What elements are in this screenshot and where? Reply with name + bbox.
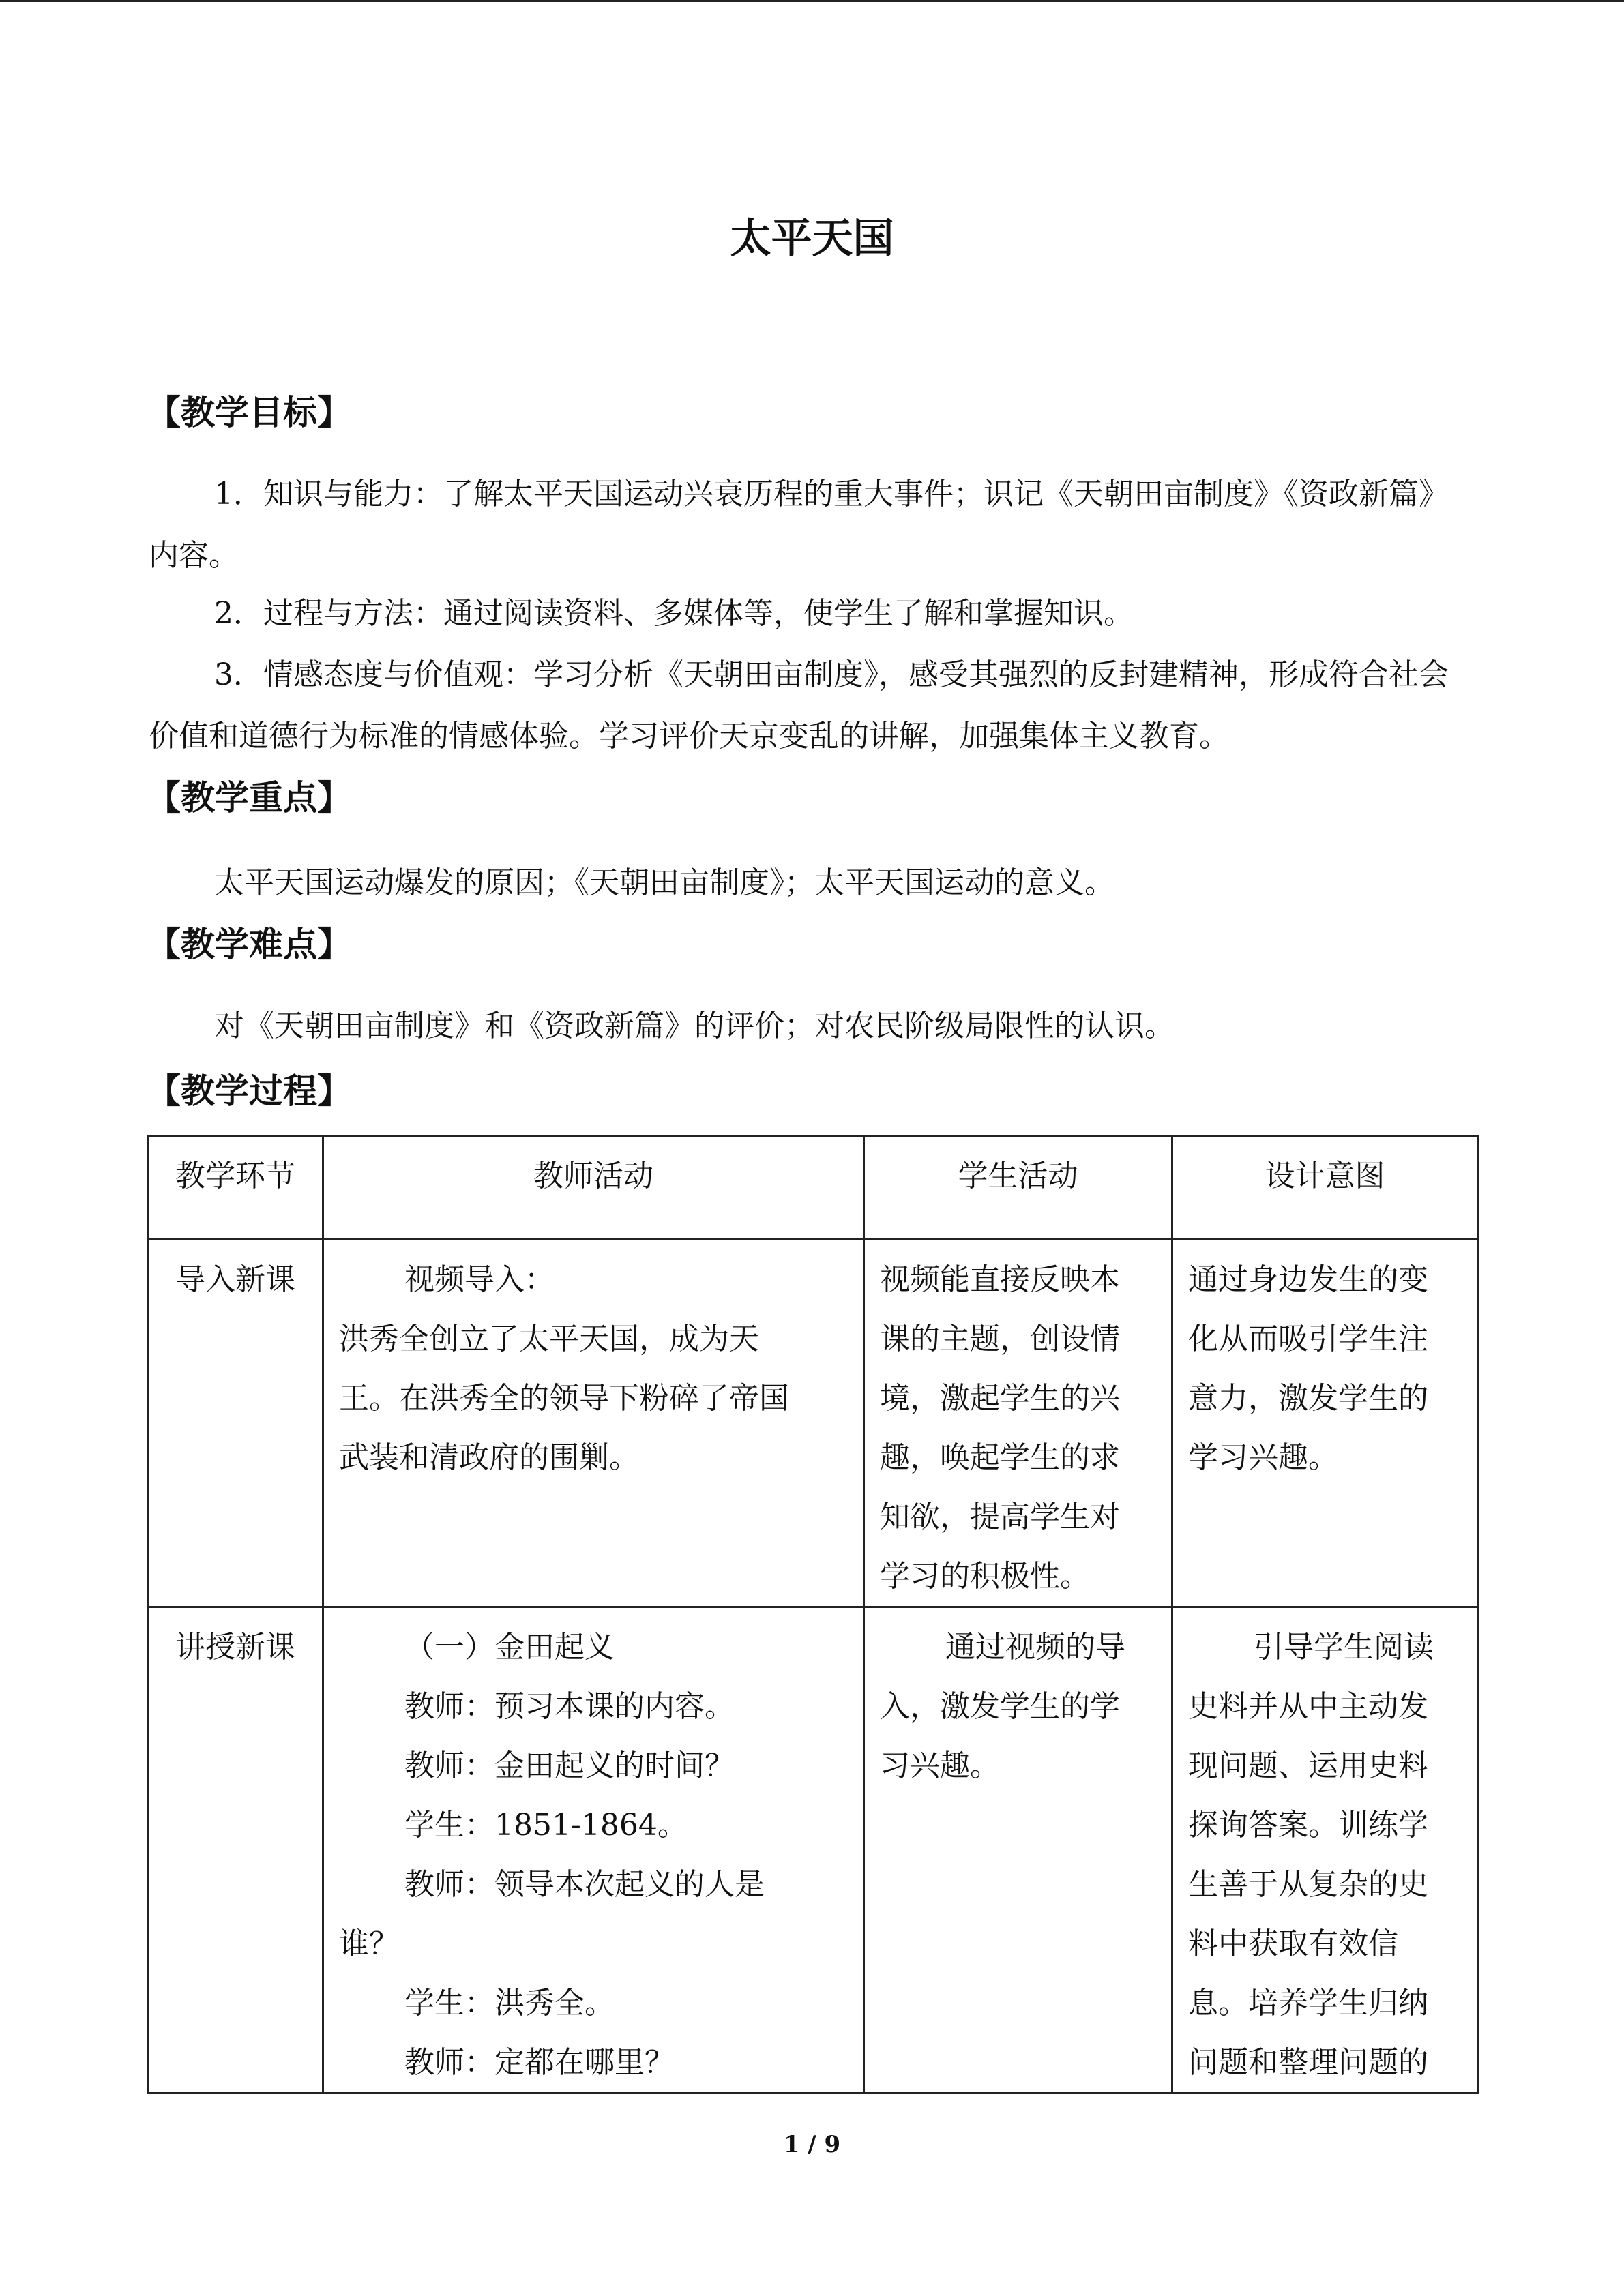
student-line: 课的主题，创设情 <box>880 1322 1120 1356</box>
goal-item-2: 2．过程与方法：通过阅读资料、多媒体等，使学生了解和掌握知识。 <box>214 596 1134 631</box>
column-header: 学生活动 <box>864 1136 1172 1240</box>
student-line: 知欲，提高学生对 <box>880 1500 1120 1534</box>
student-line: 通过视频的导 <box>945 1630 1125 1665</box>
student-line: 入，激发学生的学 <box>880 1689 1120 1724</box>
intent-line: 通过身边发生的变 <box>1188 1262 1428 1297</box>
page-title: 太平天国 <box>730 215 894 263</box>
teacher-line: 谁？ <box>339 1926 399 1961</box>
teacher-activity-cell <box>323 1607 864 2093</box>
column-header: 教师活动 <box>323 1136 864 1240</box>
teacher-line: 教师：金田起义的时间？ <box>404 1748 735 1783</box>
intent-line: 生善于从复杂的史 <box>1188 1867 1428 1902</box>
design-intent-cell <box>1172 1607 1478 2093</box>
teacher-line: 洪秀全创立了太平天国，成为天 <box>339 1322 759 1356</box>
teacher-line: 教师：定都在哪里？ <box>404 2045 675 2080</box>
table-header-row <box>148 1136 1478 1240</box>
key-points-text: 太平天国运动爆发的原因；《天朝田亩制度》；太平天国运动的意义。 <box>214 865 1114 900</box>
goal-item-3: 3．情感态度与价值观：学习分析《天朝田亩制度》，感受其强烈的反封建精神，形成符合社会价值和道德行为标准的情感体验。学习评价天京变乱的讲解，加强集体主义教育。 <box>149 657 1449 754</box>
design-intent-cell <box>1172 1240 1478 1607</box>
student-line: 习兴趣。 <box>880 1748 1000 1783</box>
intent-line: 探询答案。训练学 <box>1188 1808 1428 1843</box>
teacher-activity-cell <box>323 1240 864 1607</box>
student-line: 趣，唤起学生的求 <box>880 1440 1120 1475</box>
column-header: 教学环节 <box>148 1136 323 1240</box>
table-row <box>148 1607 1478 2093</box>
intent-line: 意力，激发学生的 <box>1188 1381 1428 1416</box>
teacher-line: 学生：洪秀全。 <box>404 1986 615 2021</box>
heading-difficulties: 【教学难点】 <box>147 925 351 964</box>
teacher-line: 视频导入： <box>404 1262 555 1297</box>
heading-goals: 【教学目标】 <box>147 393 351 432</box>
heading-key-points: 【教学重点】 <box>147 778 351 818</box>
difficulties-text: 对《天朝田亩制度》和《资政新篇》的评价；对农民阶级局限性的认识。 <box>214 1009 1175 1043</box>
student-line: 学习的积极性。 <box>880 1559 1090 1594</box>
column-header: 设计意图 <box>1172 1136 1478 1240</box>
intent-line: 史料并从中主动发 <box>1188 1689 1428 1724</box>
student-activity-cell <box>864 1607 1172 2093</box>
student-line: 境，激起学生的兴 <box>880 1381 1120 1416</box>
teacher-line: 教师：领导本次起义的人是 <box>404 1867 765 1902</box>
page-number: 1 / 9 <box>783 2131 841 2158</box>
intent-line: 学习兴趣。 <box>1188 1440 1338 1475</box>
stage-cell: 讲授新课 <box>148 1607 323 2093</box>
process-table <box>147 1135 1479 2094</box>
teacher-line: 学生：1851-1864。 <box>404 1808 688 1843</box>
intent-line: 息。培养学生归纳 <box>1188 1986 1428 2021</box>
student-line: 视频能直接反映本 <box>880 1262 1120 1297</box>
table-row <box>148 1240 1478 1607</box>
intent-line: 现问题、运用史料 <box>1188 1748 1428 1783</box>
teacher-line: 教师：预习本课的内容。 <box>404 1689 735 1724</box>
teacher-line: 王。在洪秀全的领导下粉碎了帝国 <box>339 1381 789 1416</box>
teacher-line: 武装和清政府的围剿。 <box>339 1440 639 1475</box>
intent-line: 料中获取有效信 <box>1188 1926 1398 1961</box>
page-top-border <box>0 0 1624 2</box>
intent-line: 引导学生阅读 <box>1254 1630 1434 1665</box>
intent-line: 化从而吸引学生注 <box>1188 1322 1428 1356</box>
heading-process: 【教学过程】 <box>147 1071 351 1111</box>
intent-line: 问题和整理问题的 <box>1188 2045 1428 2080</box>
stage-cell: 导入新课 <box>148 1240 323 1607</box>
goal-item-1: 1．知识与能力：了解太平天国运动兴衰历程的重大事件；识记《天朝田亩制度》《资政新篇》内容。 <box>149 477 1449 573</box>
student-activity-cell <box>864 1240 1172 1607</box>
teacher-line: （一）金田起义 <box>404 1630 615 1665</box>
